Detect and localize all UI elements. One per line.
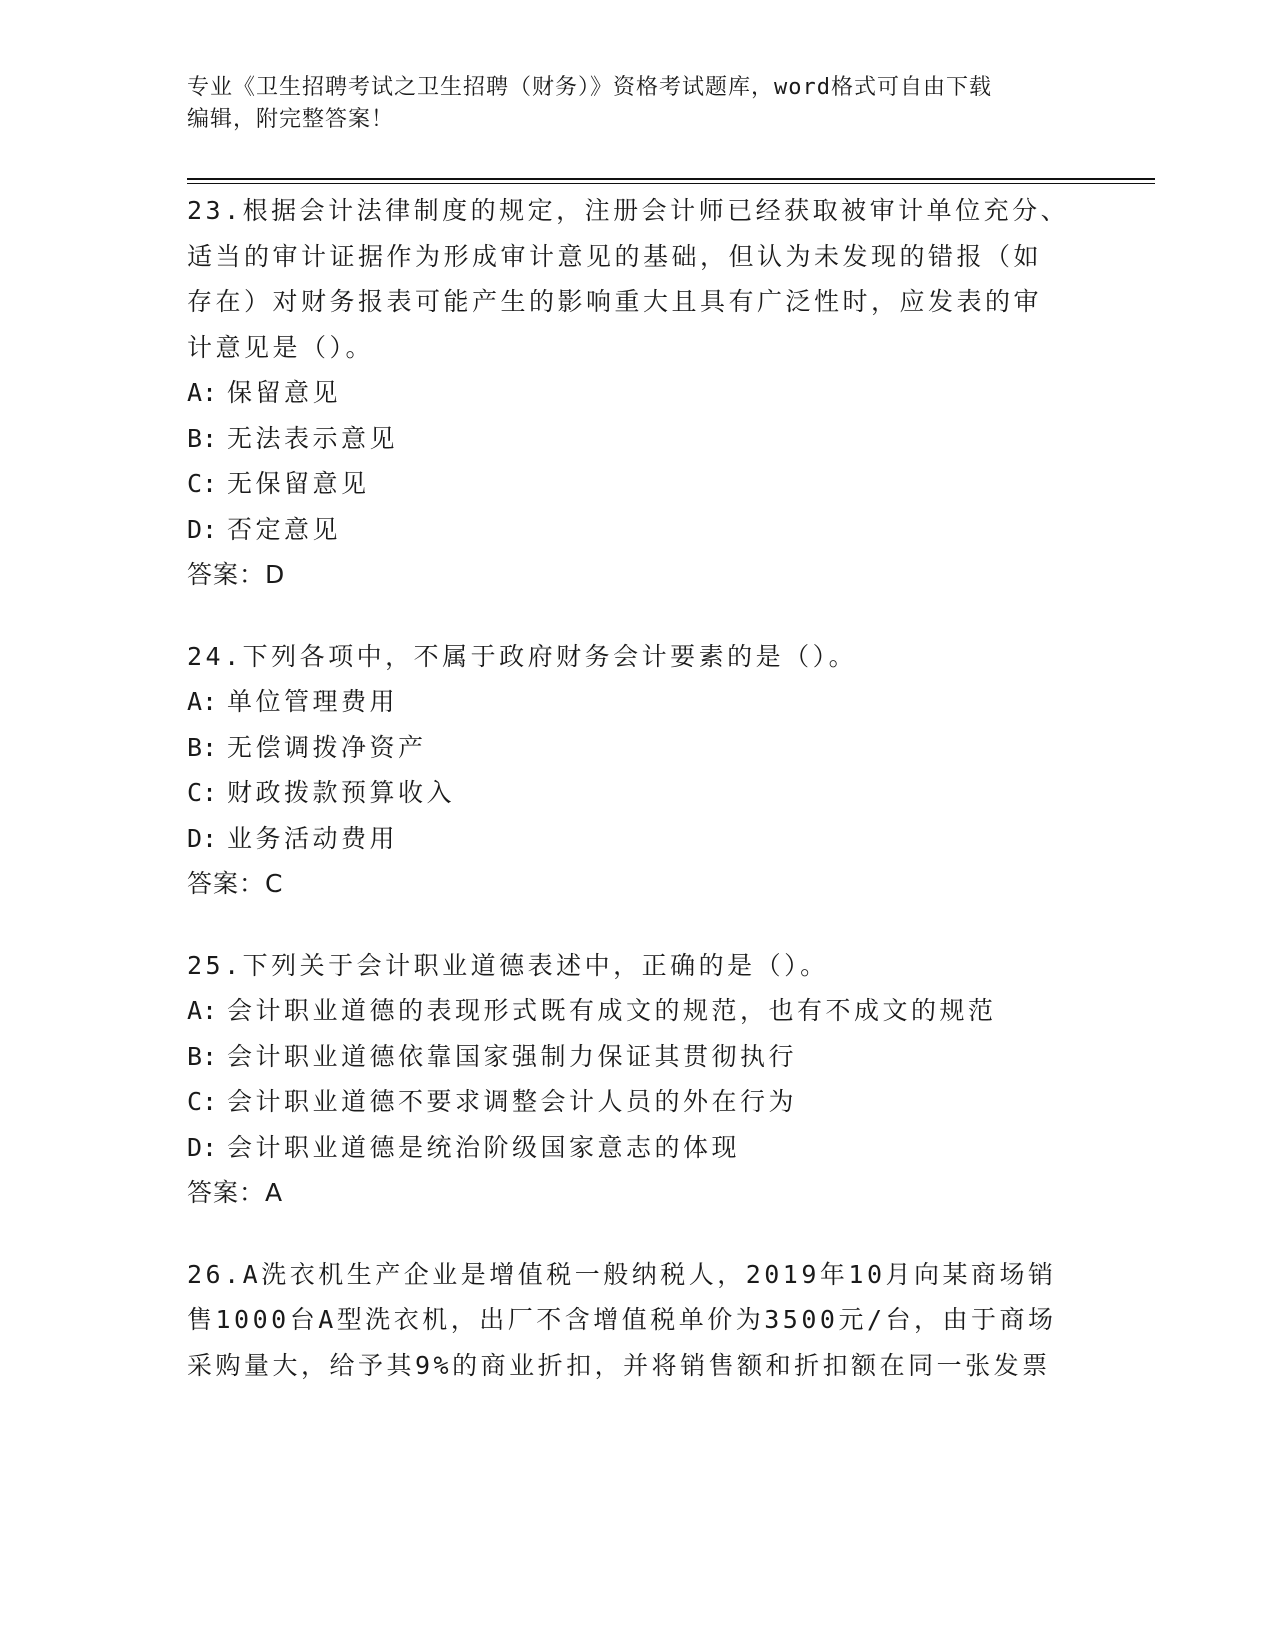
question-23 xyxy=(187,188,1087,598)
option-a xyxy=(187,988,1087,1034)
answer-line: 答案：C xyxy=(187,869,284,898)
option-text: 业务活动费用 xyxy=(227,823,399,853)
question-text: 25.下列关于会计职业道德表述中，正确的是（）。 xyxy=(187,950,829,980)
question-text: 26.A洗衣机生产企业是增值税一般纳税人，2019年10月向某商场销 xyxy=(187,1259,1057,1289)
option-text: 无保留意见 xyxy=(227,469,370,498)
answer-line: 答案：A xyxy=(187,1178,284,1207)
header-divider-thick xyxy=(187,178,1155,180)
option-letter: B: xyxy=(187,732,218,762)
option-text: 单位管理费用 xyxy=(227,687,399,716)
question-list xyxy=(187,188,1087,1424)
option-letter: A: xyxy=(187,378,218,407)
option-a xyxy=(187,370,1087,416)
question-text: 计意见是（）。 xyxy=(187,332,375,362)
header-line-1: 专业《卫生招聘考试之卫生招聘（财务）》资格考试题库，word格式可自由下载 xyxy=(187,75,992,100)
header-line-2: 编辑，附完整答案！ xyxy=(187,107,395,132)
option-d xyxy=(187,816,1087,862)
option-text: 会计职业道德不要求调整会计人员的外在行为 xyxy=(227,1087,798,1116)
option-text: 会计职业道德是统治阶级国家意志的体现 xyxy=(227,1132,741,1162)
option-letter: D: xyxy=(187,514,218,544)
option-letter: B: xyxy=(187,1041,218,1071)
question-text: 存在）对财务报表可能产生的影响重大且具有广泛性时，应发表的审 xyxy=(187,287,1043,316)
option-text: 无法表示意见 xyxy=(227,423,399,453)
option-d xyxy=(187,507,1087,553)
option-b xyxy=(187,416,1087,462)
option-letter: C: xyxy=(187,469,218,498)
option-d xyxy=(187,1125,1087,1171)
option-letter: C: xyxy=(187,778,218,807)
option-text: 财政拨款预算收入 xyxy=(227,778,456,807)
question-text: 采购量大，给予其9%的商业折扣，并将销售额和折扣额在同一张发票 xyxy=(187,1350,1051,1380)
option-c xyxy=(187,1079,1087,1125)
question-text: 适当的审计证据作为形成审计意见的基础，但认为未发现的错报（如 xyxy=(187,241,1043,271)
question-26 xyxy=(187,1252,1087,1389)
option-text: 无偿调拨净资产 xyxy=(227,732,427,762)
question-25 xyxy=(187,943,1087,1216)
option-b xyxy=(187,725,1087,771)
question-24 xyxy=(187,634,1087,907)
option-b xyxy=(187,1034,1087,1080)
option-letter: A: xyxy=(187,687,218,716)
question-text: 23.根据会计法律制度的规定，注册会计师已经获取被审计单位充分、 xyxy=(187,196,1070,225)
option-text: 会计职业道德的表现形式既有成文的规范，也有不成文的规范 xyxy=(227,996,997,1025)
option-text: 否定意见 xyxy=(227,514,342,544)
option-text: 保留意见 xyxy=(227,378,342,407)
option-letter: D: xyxy=(187,1132,218,1162)
option-letter: D: xyxy=(187,823,218,853)
question-text: 售1000台A型洗衣机，出厂不含增值税单价为3500元/台，由于商场 xyxy=(187,1305,1057,1334)
option-letter: C: xyxy=(187,1087,218,1116)
question-text: 24.下列各项中，不属于政府财务会计要素的是（）。 xyxy=(187,641,858,671)
option-c xyxy=(187,461,1087,507)
option-letter: B: xyxy=(187,423,218,453)
option-letter: A: xyxy=(187,996,218,1025)
answer-line: 答案：D xyxy=(187,560,286,589)
option-c xyxy=(187,770,1087,816)
document-header xyxy=(187,72,1087,136)
option-text: 会计职业道德依靠国家强制力保证其贯彻执行 xyxy=(227,1041,798,1071)
header-divider-thin xyxy=(187,183,1155,184)
option-a xyxy=(187,679,1087,725)
